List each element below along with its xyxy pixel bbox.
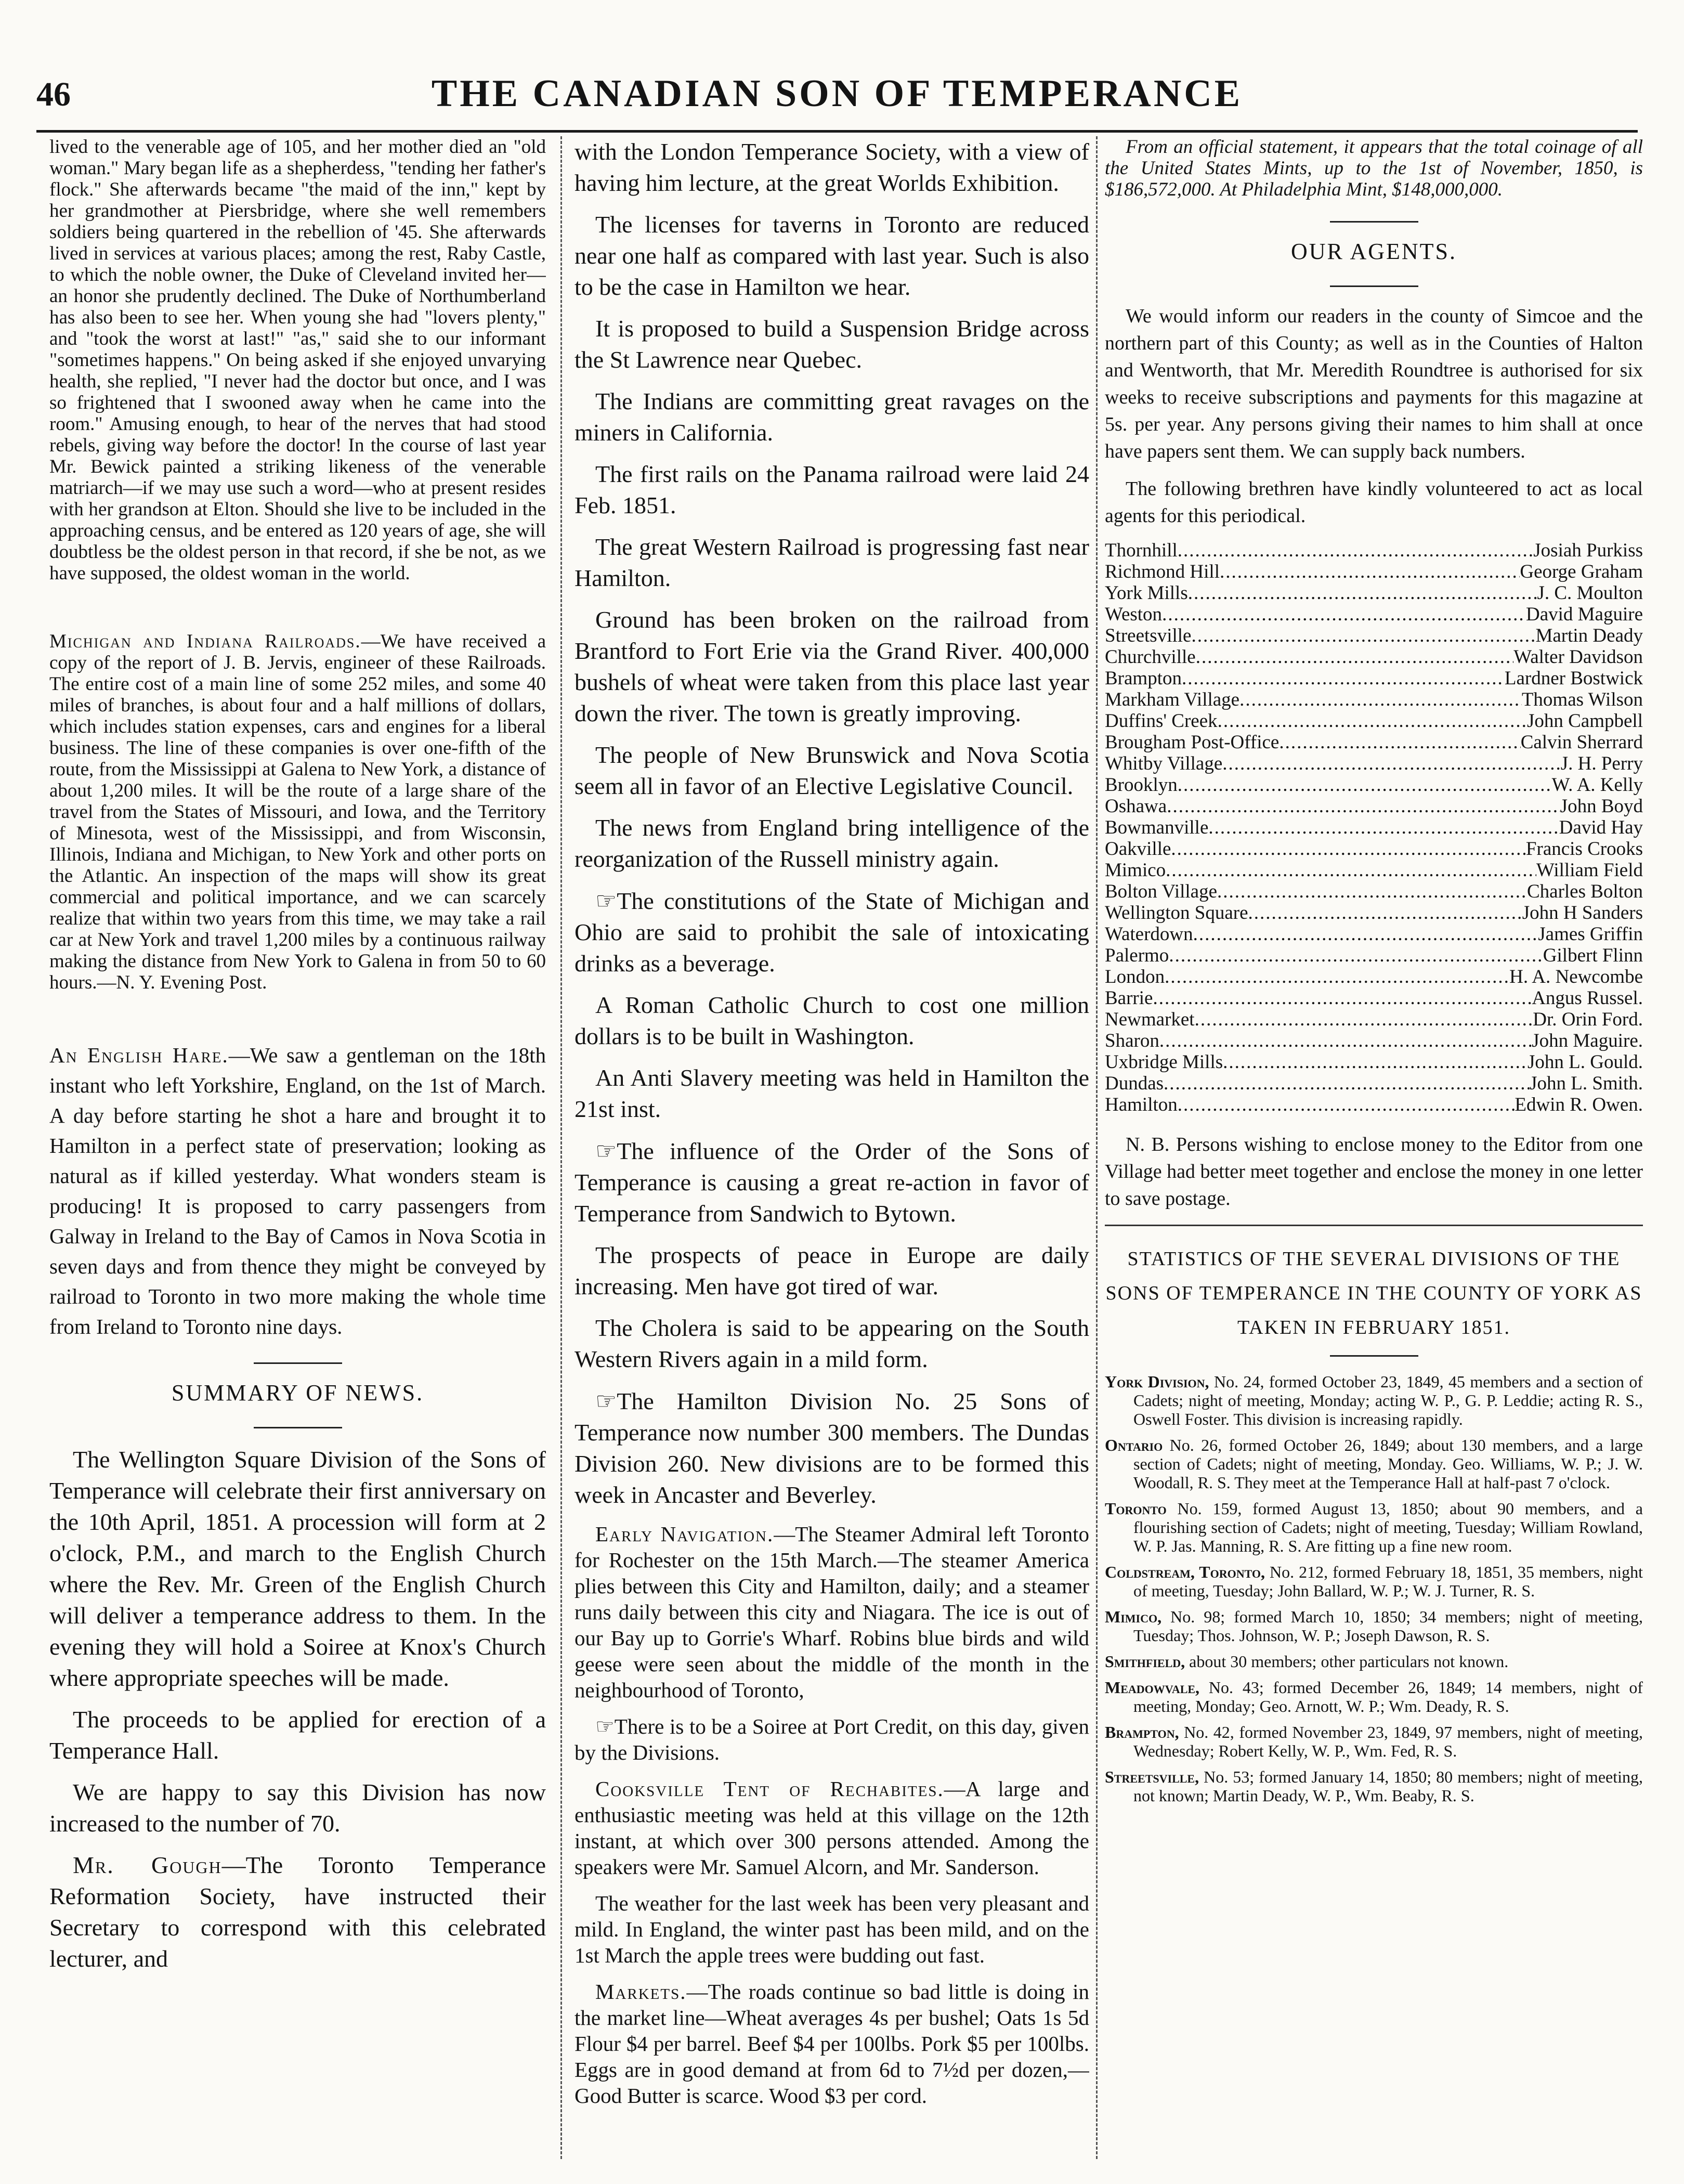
gough-article bbox=[49, 1850, 546, 1974]
summary-paragraph: The Wellington Square Division of the Sons of Temperance will celebrate their first anniversary on the 10th April, 1851. A procession will form at 2 o'clock, P.M., and march to the English Church where the Rev. Mr. Green of the English Church will deliver a temperance address to them. In the evening they will hold a Soiree at Knox's Church where appropriate speeches will be made. bbox=[49, 1446, 546, 1691]
navigation-body: —The Steamer Admiral left Toronto for Rochester on the 15th March.—The steamer America plies between this City and Hamilton, daily; and a steamer runs daily between this city and Niagara. The ice is out of our Bay up to Gorrie's Wharf. Robins blue birds and wild geese were seen about the middle of the month in the neighbourhood of Toronto, bbox=[575, 1522, 1089, 1702]
dot-leader bbox=[1153, 987, 1532, 1009]
dot-leader bbox=[1223, 1051, 1528, 1073]
division-name: Streetsville, bbox=[1105, 1767, 1199, 1786]
agent-row bbox=[1105, 1073, 1643, 1094]
dot-leader bbox=[1222, 753, 1560, 774]
hare-body: —We saw a gentleman on the 18th instant who left Yorkshire, England, on the 1st of March. A day before starting he shot a hare and brought it to Hamilton in a perfect state of preservation; looking as natural as if killed yesterday. What wonders steam is producing! It is proposed to carry passengers from Galway in Ireland to the Bay of Camos in Nova Scotia in seven days and from thence they might be conveyed by railroad to Toronto in two more making the whole time from Ireland to Toronto nine days. bbox=[49, 1043, 546, 1338]
division-name: Brampton, bbox=[1105, 1723, 1179, 1741]
agent-row bbox=[1105, 838, 1643, 860]
news-item: The licenses for taverns in Toronto are reduced near one half as compared with last year. Such is also to be the case in Hamilton we hear. bbox=[575, 211, 1089, 300]
division-details: No. 26, formed October 26, 1849; about 130 members, and a large section of Cadets; night of meeting, Monday. Geo. Williams, W. P.; J. W. Woodall, R. S. They meet at the Temperance Hall at half-past 7 o'clock. bbox=[1133, 1436, 1643, 1492]
summary-paragraph: We are happy to say this Division has now increased to the number of 70. bbox=[49, 1779, 546, 1837]
agent-place: Dundas bbox=[1105, 1073, 1164, 1094]
division-stat-entry bbox=[1105, 1436, 1643, 1492]
division-details: No. 24, formed October 23, 1849, 45 members and a section of Cadets; night of meeting, Monday; acting W. P., G. P. Leddie; acting R. S., Oswell Foster. This division is increasing rapidly. bbox=[1133, 1372, 1643, 1428]
news-item: with the London Temperance Society, with a view of having him lecture, at the great Worlds Exhibition. bbox=[575, 138, 1089, 196]
masthead-title: THE CANADIAN SON OF TEMPERANCE bbox=[431, 72, 1243, 115]
agent-name: John L. Gould. bbox=[1528, 1051, 1643, 1073]
railroads-lead: Michigan and Indiana Railroads. bbox=[49, 631, 361, 652]
division-details: about 30 members; other particulars not known. bbox=[1189, 1652, 1509, 1671]
news-item-pointed bbox=[575, 1713, 1089, 1765]
news-item-text: The constitutions of the State of Michigan and Ohio are said to prohibit the sale of intoxicating drinks as a beverage. bbox=[575, 888, 1089, 977]
agent-row bbox=[1105, 860, 1643, 881]
agent-row bbox=[1105, 540, 1643, 561]
agent-name: David Hay bbox=[1559, 817, 1643, 838]
dot-leader bbox=[1191, 625, 1535, 646]
agent-place: Churchville bbox=[1105, 646, 1196, 668]
dot-leader bbox=[1182, 668, 1505, 689]
agents-heading: OUR AGENTS. bbox=[1290, 239, 1457, 264]
column-1 bbox=[49, 136, 546, 2159]
agent-row bbox=[1105, 1030, 1643, 1051]
agent-name: David Maguire bbox=[1525, 604, 1643, 625]
news-item: The people of New Brunswick and Nova Scotia seem all in favor of an Elective Legislative Council. bbox=[575, 742, 1089, 799]
divider-rule bbox=[254, 1427, 342, 1428]
agent-name: John Boyd bbox=[1560, 796, 1643, 817]
dot-leader bbox=[1171, 838, 1526, 860]
agent-name: Gilbert Flinn bbox=[1543, 945, 1643, 966]
division-details: No. 212, formed February 18, 1851, 35 members, night of meeting, Tuesday; John Ballard, W. P.; W. J. Turner, R. S. bbox=[1133, 1563, 1643, 1600]
agent-row bbox=[1105, 987, 1643, 1009]
agent-name: John H Sanders bbox=[1522, 902, 1643, 924]
agent-name: Angus Russel. bbox=[1532, 987, 1643, 1009]
dot-leader bbox=[1239, 689, 1522, 710]
agent-row bbox=[1105, 817, 1643, 838]
agent-name: John Campbell bbox=[1526, 710, 1643, 732]
dot-leader bbox=[1220, 561, 1520, 582]
navigation-article bbox=[575, 1521, 1089, 1703]
division-name: Smithfield, bbox=[1105, 1652, 1185, 1671]
agent-row bbox=[1105, 668, 1643, 689]
news-item-pointed bbox=[575, 885, 1089, 979]
division-name: York Division, bbox=[1105, 1372, 1209, 1391]
pointing-hand-icon: ☞ bbox=[595, 1387, 617, 1415]
page-header bbox=[36, 62, 1638, 133]
news-item: The Indians are committing great ravages on the miners in California. bbox=[575, 388, 1089, 446]
agents-list bbox=[1105, 540, 1643, 1115]
divider-rule bbox=[254, 1362, 342, 1364]
markets-lead: Markets. bbox=[595, 1980, 687, 2004]
gough-body: —The Toronto Temperance Reformation Society, have instructed their Secretary to correspond with this celebrated lecturer, and bbox=[49, 1852, 546, 1972]
dot-leader bbox=[1279, 732, 1520, 753]
agent-row bbox=[1105, 924, 1643, 945]
markets-article bbox=[575, 1979, 1089, 2109]
news-item: The news from England bring intelligence of the reorganization of the Russell ministry again. bbox=[575, 814, 1089, 872]
dot-leader bbox=[1167, 796, 1560, 817]
rechabites-lead: Cooksville Tent of Rechabites. bbox=[595, 1777, 944, 1801]
page-number: 46 bbox=[36, 75, 71, 113]
divider-rule bbox=[1330, 1355, 1418, 1357]
agent-place: Weston bbox=[1105, 604, 1163, 625]
agent-row bbox=[1105, 945, 1643, 966]
news-item: The Cholera is said to be appearing on the South Western Rivers again in a mild form. bbox=[575, 1315, 1089, 1372]
agent-place: Brampton bbox=[1105, 668, 1182, 689]
agent-row bbox=[1105, 753, 1643, 774]
agent-name: Dr. Orin Ford. bbox=[1533, 1009, 1643, 1030]
division-name: Mimico, bbox=[1105, 1607, 1162, 1626]
agent-row bbox=[1105, 881, 1643, 902]
hare-lead: An English Hare. bbox=[49, 1043, 229, 1067]
agent-name: W. A. Kelly bbox=[1551, 774, 1643, 796]
statistics-heading: STATISTICS OF THE SEVERAL DIVISIONS OF THE SONS OF TEMPERANCE IN THE COUNTY OF YORK AS TAKEN IN FEBRUARY 1851. bbox=[1105, 1248, 1642, 1338]
markets-body: —The roads continue so bad little is doing in the market line—Wheat averages 4s per bushel; Oats 1s 5d Flour $4 per barrel. Beef $4 per 100lbs. Pork $5 per 100lbs. Eggs are in good demand at from 6d to 7½d per dozen,—Good Butter is scarce. Wood $3 per cord. bbox=[575, 1980, 1089, 2108]
agent-place: Richmond Hill bbox=[1105, 561, 1220, 582]
dot-leader bbox=[1196, 646, 1514, 668]
dot-leader bbox=[1159, 1030, 1532, 1051]
agent-name: Josiah Purkiss bbox=[1533, 540, 1643, 561]
pointing-hand-icon: ☞ bbox=[595, 1137, 617, 1165]
division-name: Ontario bbox=[1105, 1436, 1163, 1454]
agent-name: George Graham bbox=[1520, 561, 1643, 582]
agent-place: Barrie bbox=[1105, 987, 1153, 1009]
news-item: The first rails on the Panama railroad were laid 24 Feb. 1851. bbox=[575, 461, 1089, 518]
dot-leader bbox=[1208, 817, 1559, 838]
division-stat-entry bbox=[1105, 1499, 1643, 1555]
rechabites-article bbox=[575, 1776, 1089, 1880]
agent-row bbox=[1105, 646, 1643, 668]
agent-place: Brooklyn bbox=[1105, 774, 1178, 796]
agent-place: Wellington Square bbox=[1105, 902, 1248, 924]
agent-place: Streetsville bbox=[1105, 625, 1192, 646]
agent-name: Martin Deady bbox=[1535, 625, 1643, 646]
agent-row bbox=[1105, 774, 1643, 796]
agent-place: Bolton Village bbox=[1105, 881, 1218, 902]
agent-name: James Griffin bbox=[1538, 924, 1643, 945]
dot-leader bbox=[1217, 881, 1527, 902]
divider-rule bbox=[1105, 1225, 1643, 1226]
dot-leader bbox=[1248, 902, 1522, 924]
agent-place: Markham Village bbox=[1105, 689, 1240, 710]
agent-row bbox=[1105, 689, 1643, 710]
navigation-lead: Early Navigation. bbox=[595, 1522, 774, 1546]
agent-row bbox=[1105, 1009, 1643, 1030]
news-item-pointed bbox=[575, 1135, 1089, 1229]
agent-name: William Field bbox=[1536, 860, 1643, 881]
division-details: No. 43; formed December 26, 1849; 14 members, night of meeting, Monday; Geo. Arnott, W. P.; Wm. Deady, R. S. bbox=[1133, 1678, 1643, 1715]
division-details: No. 98; formed March 10, 1850; 34 members; night of meeting, Tuesday; Thos. Johnson, W. P.; Joseph Dawson, R. S. bbox=[1133, 1607, 1643, 1645]
agent-row bbox=[1105, 710, 1643, 732]
agent-place: Hamilton bbox=[1105, 1094, 1178, 1115]
news-item-text: The Hamilton Division No. 25 Sons of Temperance now number 300 members. The Dundas Division 260. New divisions are to be formed this week in Ancaster and Beverley. bbox=[575, 1388, 1089, 1508]
agent-place: Oakville bbox=[1105, 838, 1171, 860]
division-stat-entry bbox=[1105, 1607, 1643, 1645]
pointing-hand-icon: ☞ bbox=[595, 1714, 615, 1739]
agent-row bbox=[1105, 732, 1643, 753]
dot-leader bbox=[1188, 582, 1537, 604]
agent-place: Mimico bbox=[1105, 860, 1166, 881]
division-stat-entry bbox=[1105, 1372, 1643, 1428]
news-item: It is proposed to build a Suspension Bridge across the St Lawrence near Quebec. bbox=[575, 315, 1089, 373]
column-3 bbox=[1105, 136, 1643, 2159]
column-2 bbox=[575, 136, 1089, 2159]
agent-place: Duffins' Creek bbox=[1105, 710, 1218, 732]
dot-leader bbox=[1218, 710, 1527, 732]
dot-leader bbox=[1164, 1073, 1530, 1094]
summary-heading: SUMMARY OF NEWS. bbox=[171, 1380, 424, 1406]
agent-name: Thomas Wilson bbox=[1521, 689, 1643, 710]
agent-name: Lardner Bostwick bbox=[1504, 668, 1643, 689]
news-item-text: The influence of the Order of the Sons of Temperance is causing a great re-action in favor of Temperance from Sandwich to Bytown. bbox=[575, 1138, 1089, 1227]
dot-leader bbox=[1178, 774, 1552, 796]
agent-name: Charles Bolton bbox=[1526, 881, 1643, 902]
agent-name: John L. Smith. bbox=[1530, 1073, 1643, 1094]
division-details: No. 53; formed January 14, 1850; 80 members; night of meeting, not known; Martin Deady, W. P., Wm. Beaby, R. S. bbox=[1133, 1767, 1643, 1805]
agent-place: Brougham Post-Office bbox=[1105, 732, 1280, 753]
agent-name: Edwin R. Owen. bbox=[1515, 1094, 1643, 1115]
division-stat-entry bbox=[1105, 1678, 1643, 1715]
dot-leader bbox=[1178, 1094, 1515, 1115]
statistics-list bbox=[1105, 1372, 1643, 1805]
agent-place: Bowmanville bbox=[1105, 817, 1209, 838]
agent-row bbox=[1105, 796, 1643, 817]
agent-name: H. A. Newcombe bbox=[1509, 966, 1643, 987]
agent-place: Thornhill bbox=[1105, 540, 1178, 561]
news-item: A Roman Catholic Church to cost one million dollars is to be built in Washington. bbox=[575, 992, 1089, 1049]
agent-row bbox=[1105, 604, 1643, 625]
agent-name: J. C. Moulton bbox=[1537, 582, 1643, 604]
agent-row bbox=[1105, 1051, 1643, 1073]
mints-notice: From an official statement, it appears that the total coinage of all the United States Mints, up to the 1st of November, 1850, is $186,572,000. At Philadelphia Mint, $148,000,000. bbox=[1105, 136, 1643, 200]
column-divider-right bbox=[1096, 136, 1098, 2159]
agents-intro: We would inform our readers in the county of Simcoe and the northern part of this County; as well as in the Counties of Halton and Wentworth, that Mr. Meredith Roundtree is authorised for six weeks to receive subscriptions and payments for this magazine at 5s. per year. Any persons giving their names to him shall at once have papers sent them. We can supply back numbers. bbox=[1105, 305, 1643, 462]
division-stat-entry bbox=[1105, 1563, 1643, 1600]
agent-name: Francis Crooks bbox=[1525, 838, 1643, 860]
division-name: Coldstream, Toronto, bbox=[1105, 1563, 1265, 1581]
rechabites-body: —A large and enthusiastic meeting was held at this village on the 12th instant, at which over 300 persons attended. Among the speakers were Mr. Samuel Alcorn, and Mr. Sanderson. bbox=[575, 1777, 1089, 1879]
agent-name: J. H. Perry bbox=[1560, 753, 1643, 774]
weather-item: The weather for the last week has been very pleasant and mild. In England, the winter past has been mild, and on the 1st March the apple trees were budding out fast. bbox=[575, 1891, 1089, 1967]
agent-place: Uxbridge Mills bbox=[1105, 1051, 1223, 1073]
column-divider-left bbox=[560, 136, 562, 2159]
dot-leader bbox=[1162, 604, 1526, 625]
agent-place: Oshawa bbox=[1105, 796, 1167, 817]
agent-place: Sharon bbox=[1105, 1030, 1159, 1051]
division-name: Meadowvale, bbox=[1105, 1678, 1200, 1697]
news-item: An Anti Slavery meeting was held in Hamilton the 21st inst. bbox=[575, 1064, 1089, 1122]
dot-leader bbox=[1195, 1009, 1533, 1030]
gough-lead: Mr. Gough bbox=[73, 1852, 222, 1878]
news-item: The great Western Railroad is progressing fast near Hamilton. bbox=[575, 534, 1089, 591]
divider-rule bbox=[1330, 221, 1418, 223]
division-details: No. 159, formed August 13, 1850; about 90 members, and a flourishing section of Cadets; night of meeting, Tuesday; William Rowland, W. P. Jas. Manning, R. S. Are fitting up a fine new room. bbox=[1133, 1499, 1643, 1555]
dot-leader bbox=[1166, 860, 1536, 881]
division-stat-entry bbox=[1105, 1652, 1643, 1671]
dot-leader bbox=[1193, 924, 1538, 945]
railroads-article bbox=[49, 631, 546, 993]
division-name: Toronto bbox=[1105, 1499, 1167, 1518]
agent-place: Newmarket bbox=[1105, 1009, 1195, 1030]
dot-leader bbox=[1169, 945, 1543, 966]
divider-rule bbox=[1330, 285, 1418, 287]
news-item-text: There is to be a Soiree at Port Credit, on this day, given by the Divisions. bbox=[575, 1714, 1089, 1764]
news-item-pointed bbox=[575, 1385, 1089, 1511]
agents-volunteer-note: The following brethren have kindly volunteered to act as local agents for this periodical. bbox=[1105, 478, 1643, 527]
pointing-hand-icon: ☞ bbox=[595, 887, 617, 915]
news-item: The prospects of peace in Europe are daily increasing. Men have got tired of war. bbox=[575, 1242, 1089, 1299]
division-stat-entry bbox=[1105, 1723, 1643, 1760]
agent-place: Waterdown bbox=[1105, 924, 1193, 945]
agent-place: London bbox=[1105, 966, 1165, 987]
agent-row bbox=[1105, 966, 1643, 987]
agent-place: York Mills bbox=[1105, 582, 1188, 604]
hare-article bbox=[49, 1040, 546, 1342]
nb-note: N. B. Persons wishing to enclose money to the Editor from one Village had better meet together and enclose the money in one letter to save postage. bbox=[1105, 1134, 1643, 1210]
summary-paragraph: The proceeds to be applied for erection of a Temperance Hall. bbox=[49, 1706, 546, 1764]
railroads-body: —We have received a copy of the report of J. B. Jervis, engineer of these Railroads. The entire cost of a main line of some 252 miles, and some 40 miles of branches, is about four and a half millions of dollars, which includes station expenses, cars and engines for a liberal business. The line of these companies is over one-fifth of the route, from the Mississippi at Galena to New York, a distance of about 1,200 miles. It will be the route of a large share of the travel from the States of Missouri, and Iowa, and the Territory of Minesota, west of the Mississippi, and from Wisconsin, Illinois, Indiana and Michigan, to New York and other ports on the Atlantic. An inspection of the maps will show its great commercial and political importance, and we can scarcely realize that within two years from this time, we may take a rail car at New York and travel 1,200 miles by a continuous railway making the distance from New York to Galena in from 50 to 60 hours.—N. Y. Evening Post. bbox=[49, 631, 546, 993]
agent-row bbox=[1105, 1094, 1643, 1115]
agent-place: Palermo bbox=[1105, 945, 1169, 966]
division-stat-entry bbox=[1105, 1767, 1643, 1805]
agent-name: Calvin Sherrard bbox=[1520, 732, 1643, 753]
dot-leader bbox=[1165, 966, 1509, 987]
agent-name: Walter Davidson bbox=[1513, 646, 1643, 668]
agent-row bbox=[1105, 582, 1643, 604]
news-item: Ground has been broken on the railroad from Brantford to Fort Erie via the Grand River. 400,000 bushels of wheat were taken from this place last year down the river. The town is greatly improving. bbox=[575, 606, 1089, 726]
agent-place: Whitby Village bbox=[1105, 753, 1223, 774]
agent-row bbox=[1105, 625, 1643, 646]
agent-row bbox=[1105, 561, 1643, 582]
dot-leader bbox=[1178, 540, 1534, 561]
oldest-woman-story: lived to the venerable age of 105, and her mother died an "old woman." Mary began life as a shepherdess, "tending her father's flock." She afterwards became "the maid of the inn," kept by her grandmother at Piersbridge, where she well remembers soldiers being quartered in the rebellion of '45. She afterwards lived in services at various places; among the rest, Raby Castle, to which the noble owner, the Duke of Cleveland invited her—an honor she prudently declined. The Duke of Northumberland has also been to see her. When young she had "lovers plenty," and "took the worst at last!" "as," said she to our informant "sometimes happens." On being asked if she enjoyed unvarying health, she replied, "I never had the doctor but once, and I was so frightened that I swooned away when he came into the room." Amusing enough, to hear of the nerves that had stood rebels, giving way before the doctor! In the course of last year Mr. Bewick painted a striking likeness of the venerable matriarch—if we may use such a word—who at present resides with her grandson at Elton. Should she live to be included in the approaching census, and be entered as 120 years of age, she will doubtless be the oldest person in that record, if she be not, as we have supposed, the oldest woman in the world. bbox=[49, 136, 546, 584]
agent-row bbox=[1105, 902, 1643, 924]
division-details: No. 42, formed November 23, 1849, 97 members, night of meeting, Wednesday; Robert Kelly, W. P., Wm. Fed, R. S. bbox=[1133, 1723, 1643, 1760]
agent-name: John Maguire. bbox=[1532, 1030, 1643, 1051]
